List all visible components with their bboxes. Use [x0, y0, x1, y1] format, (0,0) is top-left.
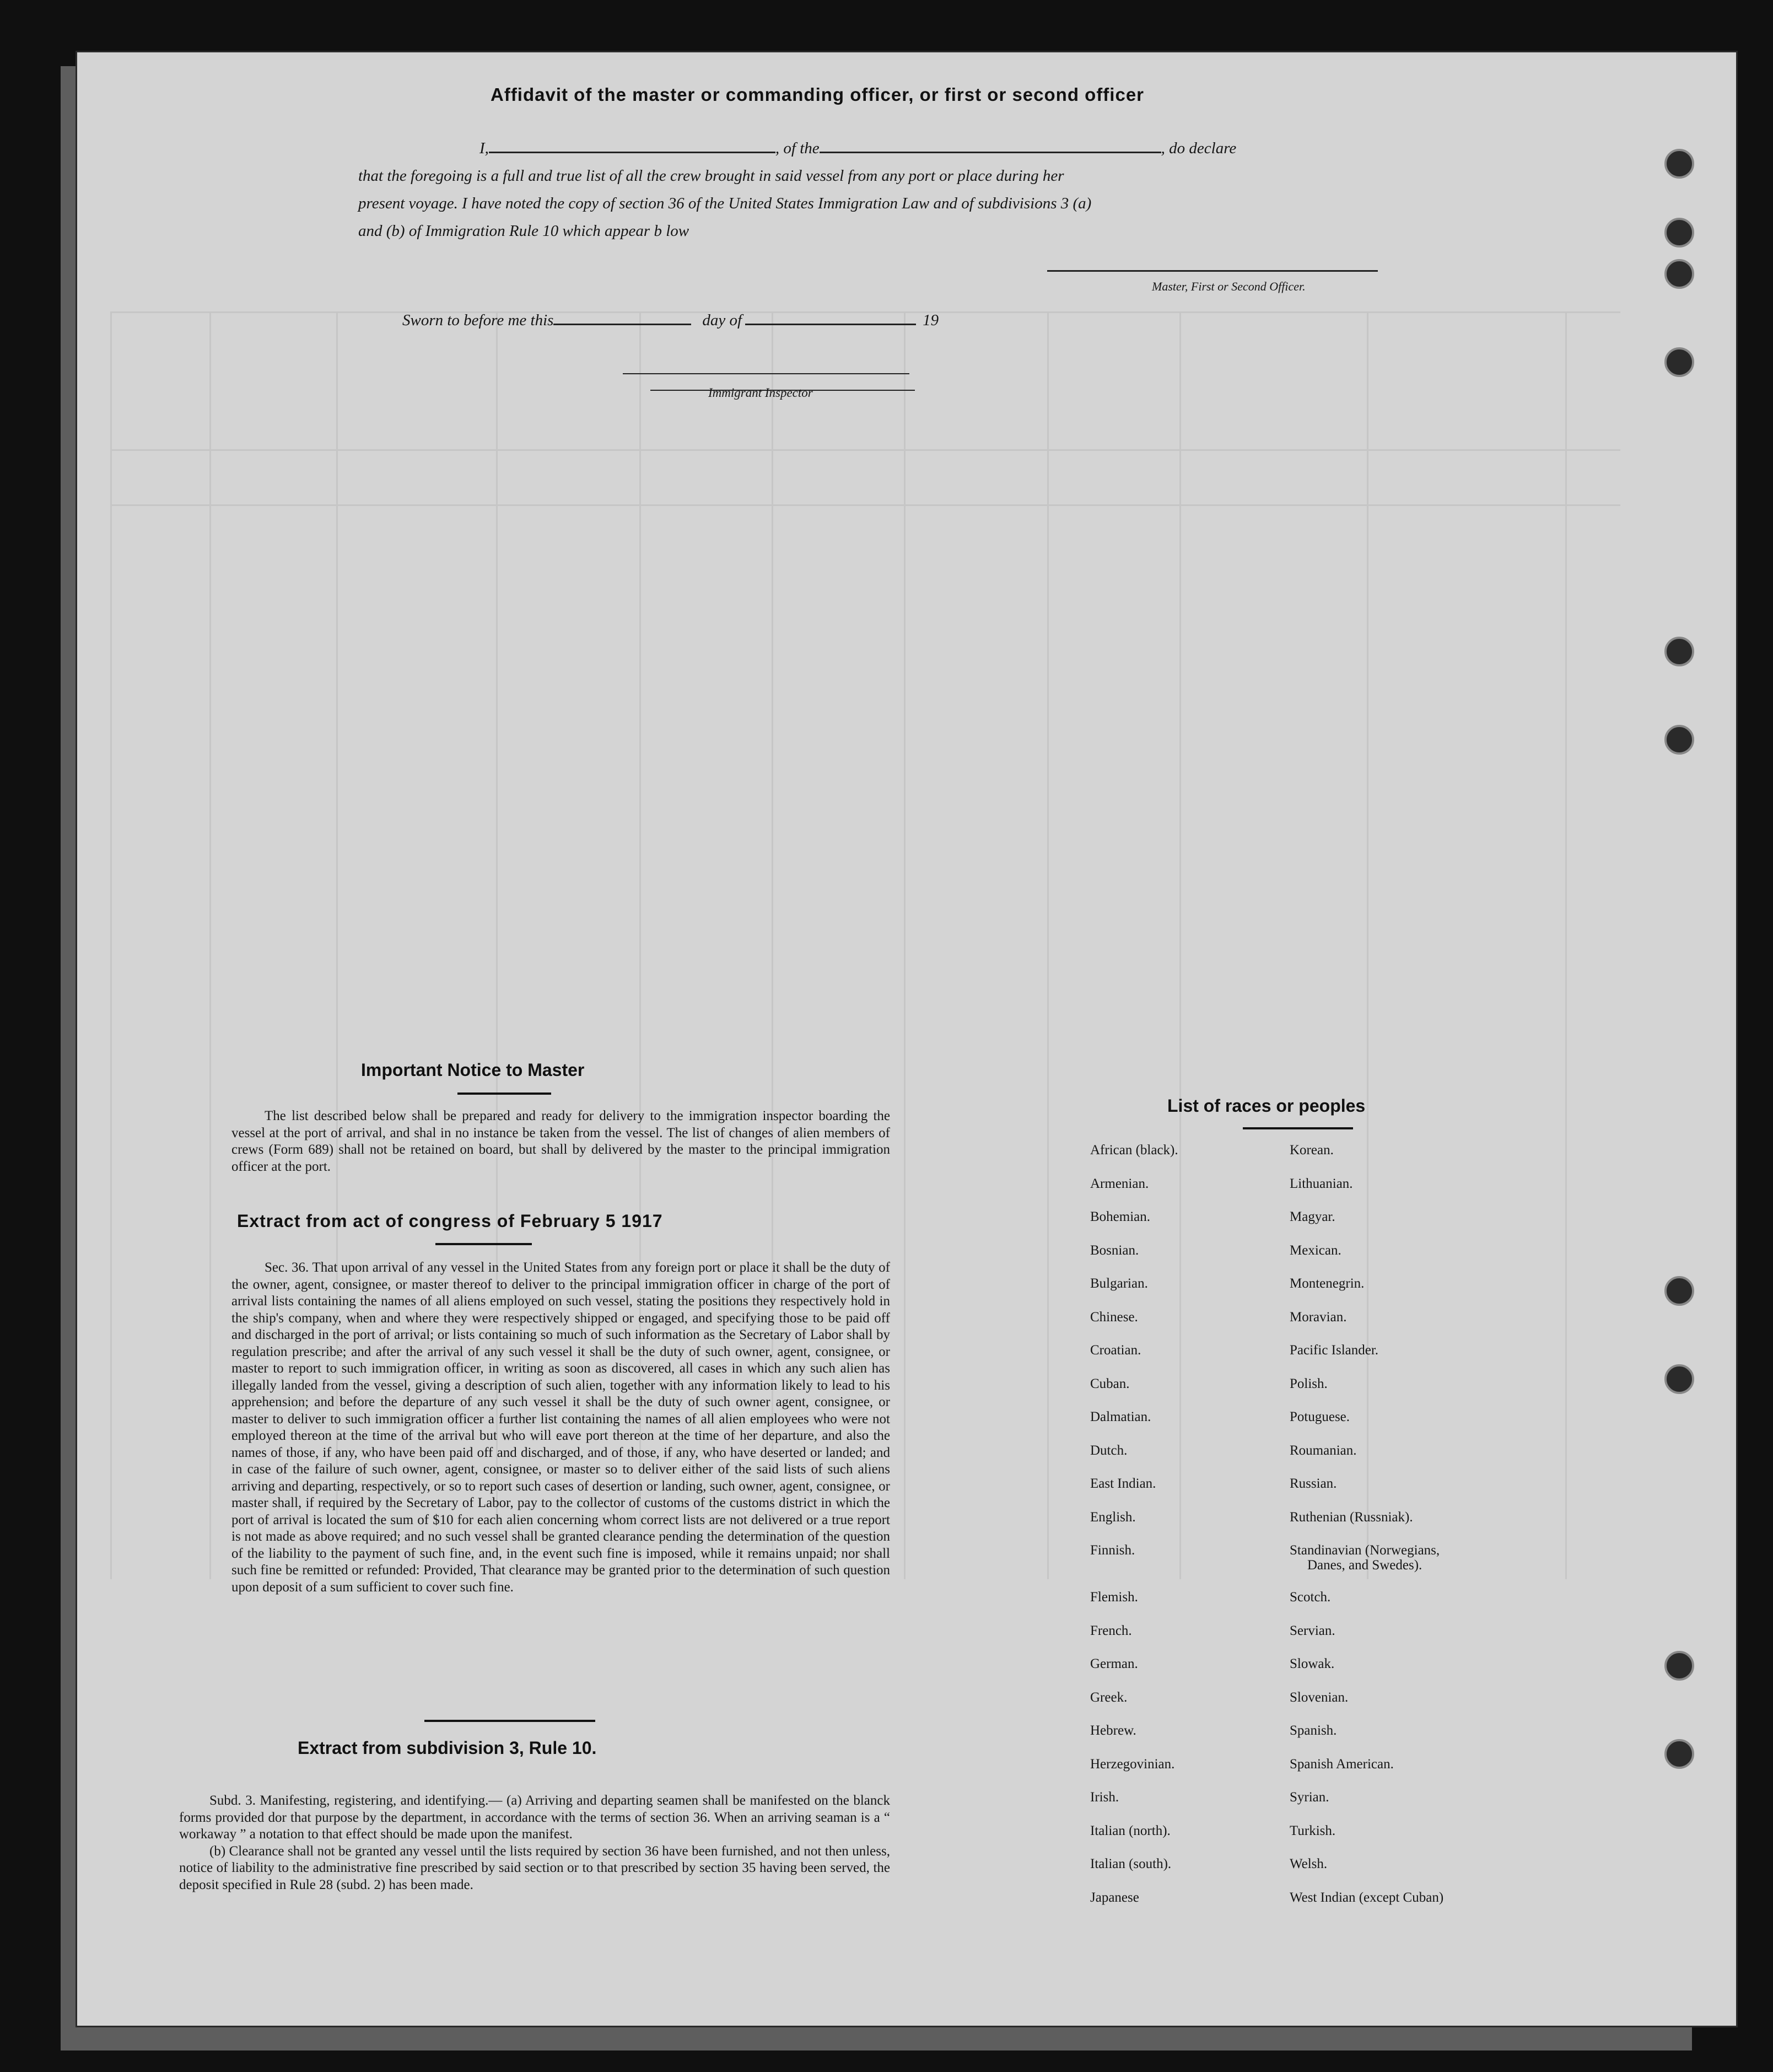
- bleed-through-line: [110, 311, 112, 1579]
- race-item: Danes, and Swedes).: [1307, 1558, 1422, 1573]
- race-item: East Indian.: [1090, 1476, 1156, 1491]
- race-item: Herzegovinian.: [1090, 1756, 1175, 1772]
- affidavit-line-4: and (b) of Immigration Rule 10 which appear b low: [358, 222, 689, 240]
- punch-hole: [1664, 218, 1694, 247]
- race-item: Dalmatian.: [1090, 1409, 1151, 1424]
- punch-hole: [1664, 1276, 1694, 1306]
- race-item: Bosnian.: [1090, 1242, 1139, 1258]
- affidavit-line-1: [358, 139, 1236, 158]
- race-item: Montenegrin.: [1290, 1276, 1365, 1291]
- sworn-text: Sworn to before me this: [402, 311, 554, 329]
- inspector-signature-blank[interactable]: [623, 373, 909, 374]
- race-item: Hebrew.: [1090, 1723, 1136, 1738]
- act-extract-heading: Extract from act of congress of February 5 1917: [237, 1211, 663, 1231]
- race-item: Dutch.: [1090, 1443, 1128, 1458]
- punch-hole: [1664, 149, 1694, 179]
- bleed-through-line: [110, 449, 1620, 451]
- punch-hole: [1664, 725, 1694, 755]
- race-item: Ruthenian (Russniak).: [1290, 1509, 1413, 1525]
- races-left-column: [1090, 1143, 1178, 1923]
- race-item: Russian.: [1290, 1476, 1337, 1491]
- race-item: Japanese: [1090, 1890, 1139, 1905]
- races-right-column: [1290, 1143, 1443, 1923]
- race-item: Bulgarian.: [1090, 1276, 1148, 1291]
- race-item: French.: [1090, 1623, 1132, 1638]
- rule-extract-subd-a: Subd. 3. Manifesting, registering, and identifying.— (a) Arriving and departing seamen shall be manifested on the blanck forms provided dor that purpose by the department, in accordance with the terms of section 36. When an arriving seaman is a “ workaway ” a notation to that effect should be made upon the manifest.: [179, 1793, 890, 1842]
- rule-extract-subd-b: (b) Clearance shall not be granted any vessel until the lists required by section 36 have been furnished, and not then unless, notice of liability to the administrative fine prescribed by said section or to that prescribed by section 35 having been served, the deposit specified in Rule 28 (subd. 2) has been made.: [179, 1843, 890, 1892]
- race-item: Chinese.: [1090, 1309, 1138, 1325]
- vessel-name-blank[interactable]: [820, 152, 1161, 153]
- act-extract-text: Sec. 36. That upon arrival of any vessel in the United States from any foreign port or place it shall be the duty of the owner, agent, consignee, or master thereof to deliver to the principal immigration officer in charge of the port of arrival lists containing the names of all aliens employed on such vessel, stating the positions they respectively hold in the ship's company, when and where they were respectively shipped or engaged, and specifying those to be paid off and discharged in the port of arrival; or lists containing so much of such information as the Secretary of Labor shall by regulation prescribe; and after the arrival of any such vessel it shall be the duty of such owner, agent, consignee, or master to report to such immigration officer, in writing as soon as discovered, all cases in which any such alien has illegally landed from the vessel, giving a description of such alien, together with any information likely to lead to his apprehension; and before the departure of any such vessel it shall be the duty of such owner agent, consignee, or master to deliver to such immigration officer a further list containing the names of all alien employees who were not employed thereon at the time of the arrival but who will eave port thereon at the time of her departure, and also the names of those, if any, who have been paid off and discharged, and of those, if any, who have deserted or landed; and in case of the failure of such owner, agent, consignee, or master so to deliver either of the said lists of such aliens arriving and departing, respectively, or so to report such cases of desertion or landing, such owner, agent, consignee, or master shall, if required by the Secretary of Labor, pay to the collector of customs of the customs district in which the port of arrival is located the sum of $10 for each alien concerning whom correct lists are not delivered or a true report is not made as above required; and no such vessel shall be granted clearance pending the determination of the question of the liability to the payment of such fine, and, in the event such fine is imposed, while it remains unpaid; nor shall such fine be remitted or refunded: Provided, That clearance may be granted prior to the determination of such question upon deposit of a sum sufficient to cover such fine.: [231, 1260, 890, 1595]
- race-item: English.: [1090, 1509, 1136, 1525]
- race-item: Magyar.: [1290, 1209, 1335, 1224]
- race-item: Irish.: [1090, 1790, 1119, 1805]
- notice-text: The list described below shall be prepared and ready for delivery to the immigration inspector boarding the vessel at the port of arrival, and shal in no instance be taken from the vessel. The list of changes of alien members of crews (Form 689) shall not be retained on board, but shall by delivered by the master to the principal immigration officer at the port.: [231, 1108, 890, 1174]
- punch-hole: [1664, 347, 1694, 377]
- form-page: [77, 52, 1736, 2026]
- race-item: Lithuanian.: [1290, 1176, 1353, 1191]
- bleed-through-line: [1565, 311, 1567, 1579]
- race-item: Standinavian (Norwegians,: [1290, 1543, 1440, 1558]
- race-item: Cuban.: [1090, 1376, 1130, 1391]
- affidavit-line-2: that the foregoing is a full and true list of all the crew brought in said vessel from any port or place during her: [358, 167, 1064, 185]
- bleed-through-line: [110, 504, 1620, 506]
- race-item: Spanish American.: [1290, 1756, 1394, 1772]
- races-heading: List of races or peoples: [1167, 1096, 1366, 1116]
- affidavit-declarant-prefix: I,: [479, 139, 489, 157]
- affidavit-line-3: present voyage. I have noted the copy of section 36 of the United States Immigration Law and of subdivisions 3 (a): [358, 195, 1092, 212]
- race-item: Armenian.: [1090, 1176, 1149, 1191]
- punch-hole: [1664, 1739, 1694, 1769]
- bleed-through-line: [209, 311, 211, 1579]
- race-item: Slowak.: [1290, 1656, 1335, 1671]
- master-signature-label: Master, First or Second Officer.: [1152, 279, 1306, 293]
- races-heading-rule: [1243, 1127, 1353, 1129]
- race-item: Servian.: [1290, 1623, 1335, 1638]
- bleed-through-line: [1047, 311, 1049, 1579]
- race-item: Greek.: [1090, 1689, 1128, 1705]
- affidavit-of-the: , of the: [775, 139, 820, 157]
- punch-hole: [1664, 259, 1694, 289]
- punch-hole: [1664, 1651, 1694, 1681]
- bleed-through-line: [1179, 311, 1181, 1579]
- notice-heading-rule: [457, 1092, 551, 1095]
- punch-hole: [1664, 637, 1694, 666]
- rule-extract-body: [179, 1793, 890, 1893]
- act-extract-rule: [435, 1243, 532, 1245]
- bleed-through-line: [904, 311, 906, 1579]
- affidavit-heading: Affidavit of the master or commanding officer, or first or second officer: [491, 84, 1145, 105]
- rule-extract-heading: Extract from subdivision 3, Rule 10.: [298, 1738, 597, 1758]
- race-item: Finnish.: [1090, 1543, 1135, 1558]
- race-item: Spanish.: [1290, 1723, 1337, 1738]
- race-item: Roumanian.: [1290, 1443, 1357, 1458]
- race-item: Scotch.: [1290, 1590, 1331, 1605]
- notice-heading: Important Notice to Master: [361, 1060, 585, 1080]
- race-item: Polish.: [1290, 1376, 1328, 1391]
- affidavit-do-declare: , do declare: [1161, 139, 1237, 157]
- race-item: Syrian.: [1290, 1790, 1329, 1805]
- sworn-line: [402, 311, 939, 330]
- race-item: Pacific Islander.: [1290, 1343, 1379, 1358]
- race-item: Slovenian.: [1290, 1689, 1349, 1705]
- year-prefix-text: 19: [923, 311, 939, 329]
- race-item: Korean.: [1290, 1143, 1334, 1158]
- master-signature-blank[interactable]: [1047, 270, 1378, 272]
- race-item: Italian (south).: [1090, 1856, 1172, 1871]
- race-item: Moravian.: [1290, 1309, 1347, 1325]
- race-item: Welsh.: [1290, 1856, 1328, 1871]
- sworn-month-blank[interactable]: [745, 324, 916, 325]
- race-item: Bohemian.: [1090, 1209, 1151, 1224]
- sworn-day-blank[interactable]: [553, 324, 691, 325]
- race-item: German.: [1090, 1656, 1138, 1671]
- race-item: African (black).: [1090, 1143, 1178, 1158]
- race-item: Croatian.: [1090, 1343, 1141, 1358]
- inspector-label: Immigrant Inspector: [708, 386, 813, 400]
- declarant-name-blank[interactable]: [489, 152, 775, 153]
- race-item: Mexican.: [1290, 1242, 1341, 1258]
- race-item: West Indian (except Cuban): [1290, 1890, 1444, 1905]
- race-item: Turkish.: [1290, 1823, 1336, 1838]
- rule-extract-top-rule: [424, 1720, 595, 1722]
- punch-hole: [1664, 1364, 1694, 1394]
- race-item: Italian (north).: [1090, 1823, 1171, 1838]
- race-item: Flemish.: [1090, 1590, 1138, 1605]
- day-of-text: day of: [702, 311, 742, 329]
- race-item: Potuguese.: [1290, 1409, 1350, 1424]
